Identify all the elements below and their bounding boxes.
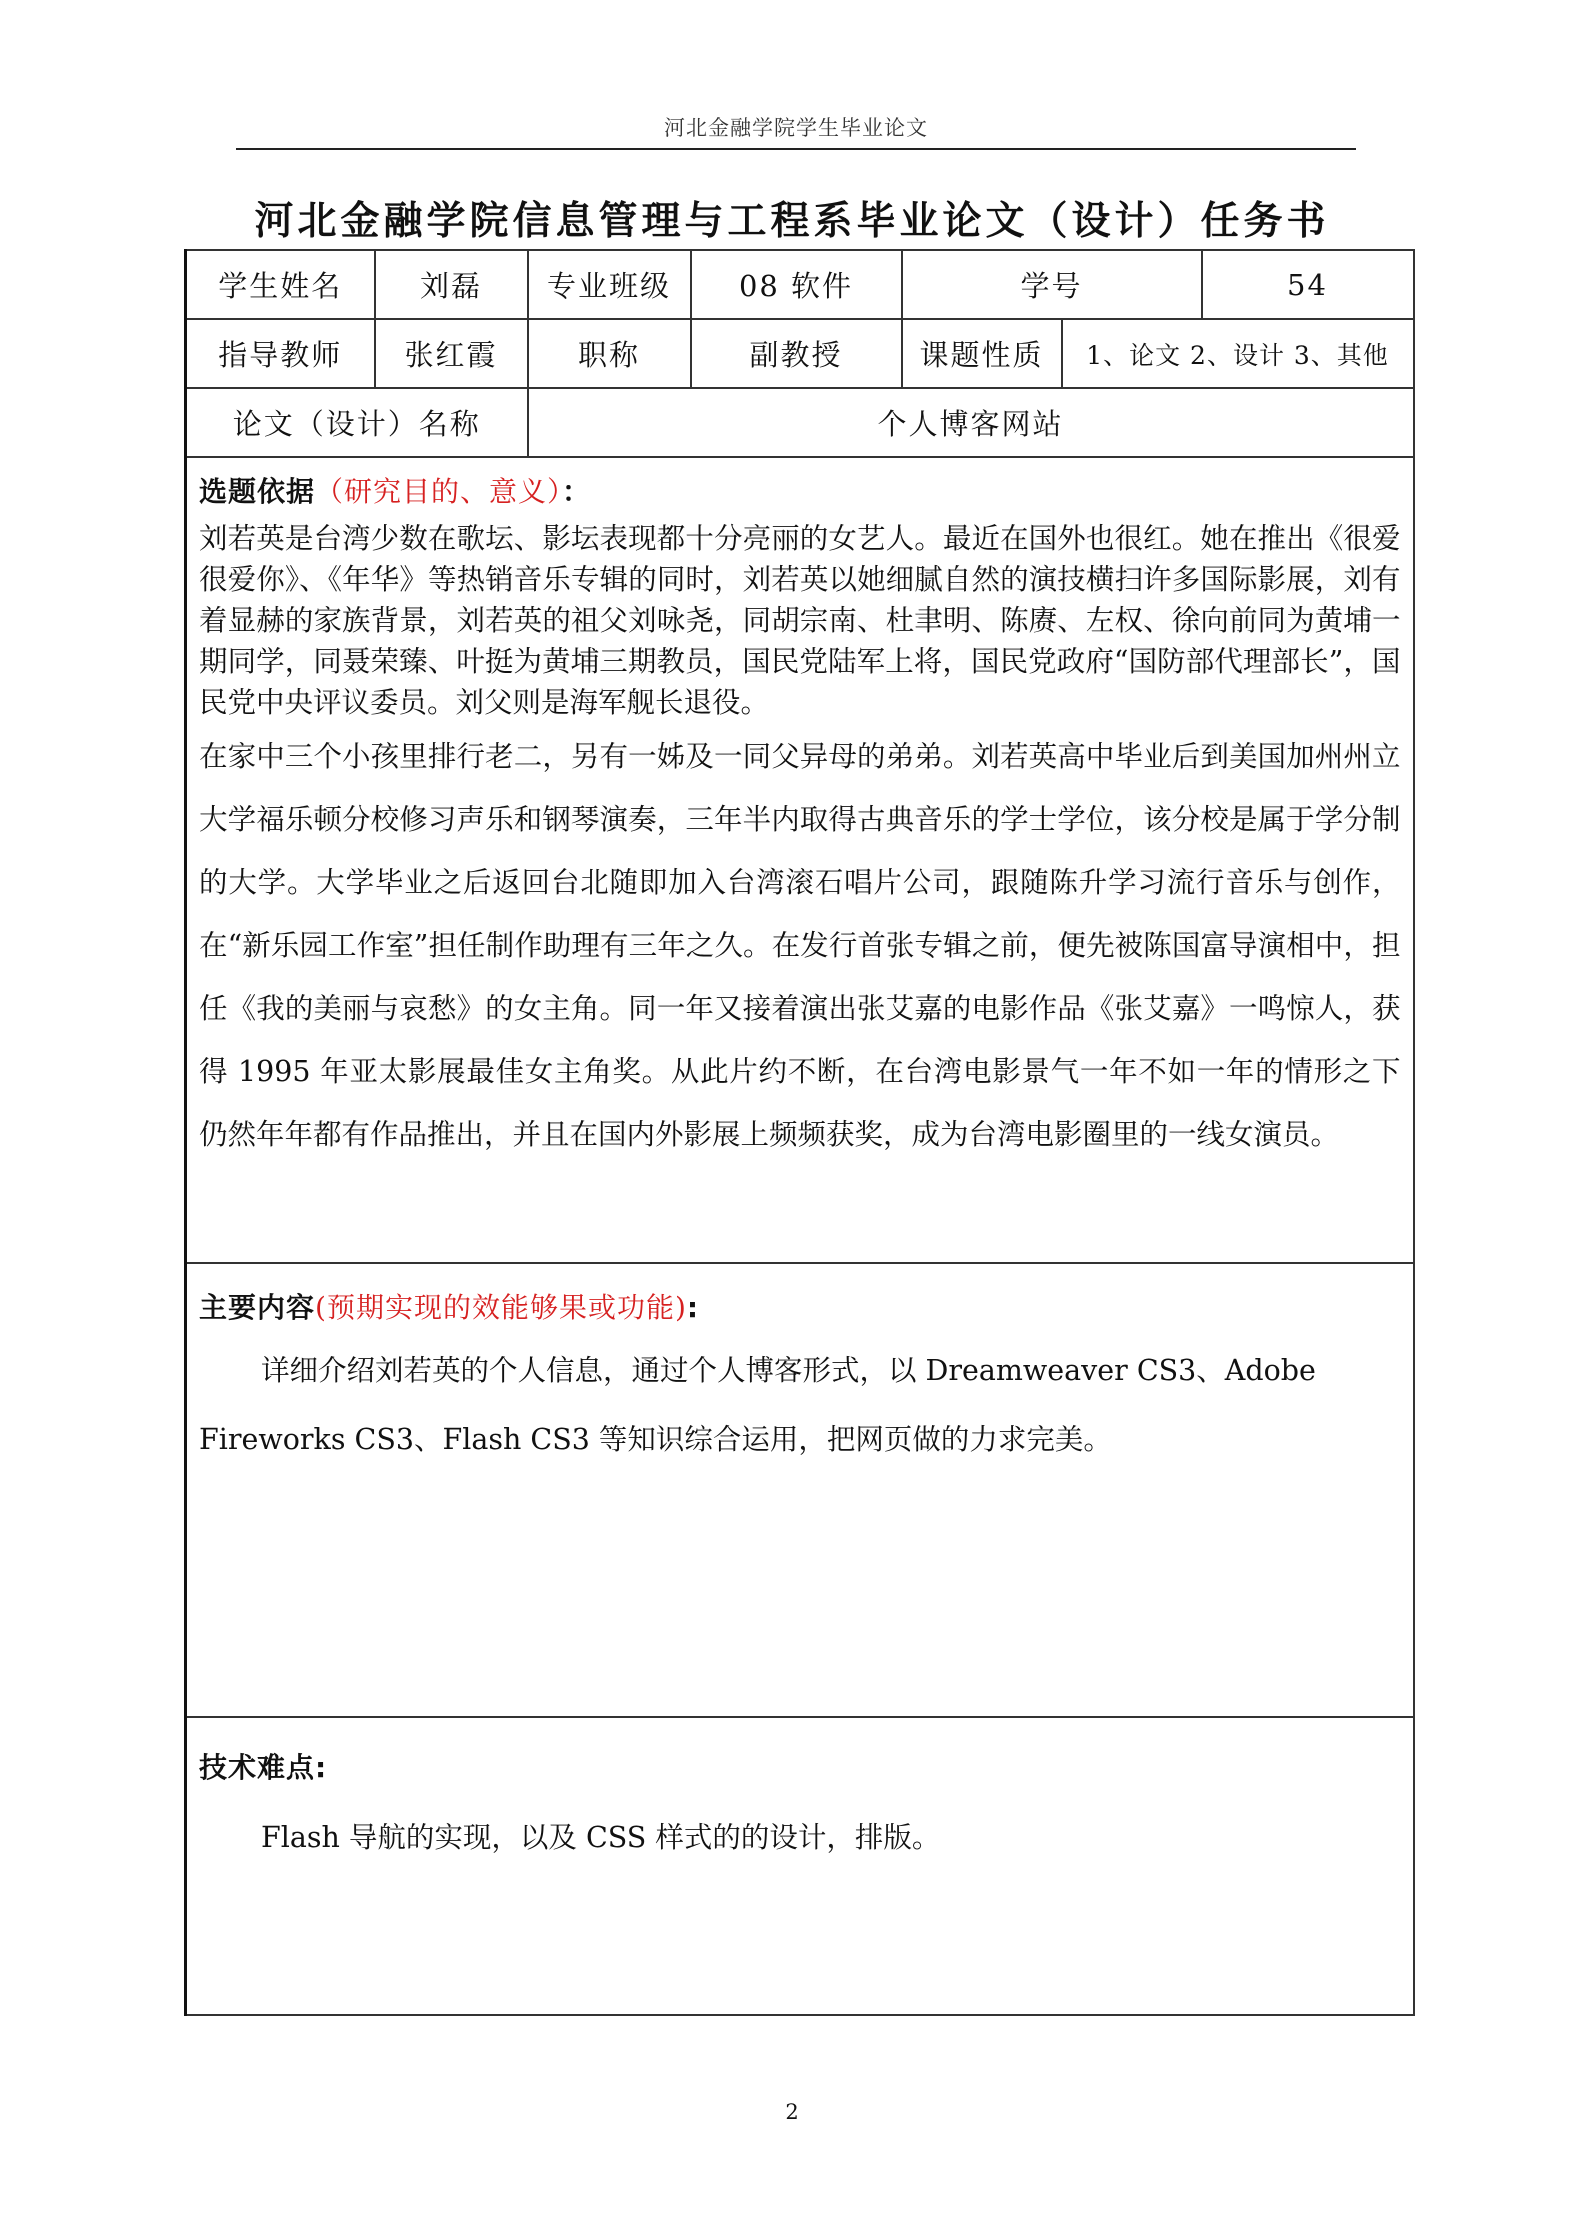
form-row-difficulty xyxy=(186,1717,1414,2015)
difficulty-heading: 技术难点: xyxy=(199,1751,328,1784)
nature-label: 课题性质 xyxy=(903,320,1063,387)
class-label: 专业班级 xyxy=(528,250,691,319)
topic-value: 个人博客网站 xyxy=(528,388,1414,457)
basis-paragraph-2: 在家中三个小孩里排行老二，另有一姊及一同父异母的弟弟。刘若英高中毕业后到美国加州州立大学福乐顿分校修习声乐和钢琴演奏，三年半内取得古典音乐的学士学位，该分校是属于学分制的大学。大学毕业之后返回台北随即加入台湾滚石唱片公司，跟随陈升学习流行音乐与创作，在“新乐园工作室”担任制作助理有三年之久。在发行首张专辑之前，便先被陈国富导演相中，担任《我的美丽与哀愁》的女主角。同一年又接着演出张艾嘉的电影作品《张艾嘉》一鸣惊人，获得 1995 年亚太影展最佳女主角奖。从此片约不断，在台湾电影景气一年不如一年的情形之下仍然年年都有作品推出，并且在国内外影展上频频获奖，成为台湾电影圈里的一线女演员。 xyxy=(199,740,1401,1151)
form-row-content xyxy=(186,1263,1414,1717)
class-value: 08 软件 xyxy=(691,250,902,319)
basis-heading: 选题依据 xyxy=(199,475,316,508)
student-name-label: 学生姓名 xyxy=(186,250,375,319)
rank-value: 副教授 xyxy=(691,319,902,388)
difficulty-paragraph: Flash 导航的实现，以及 CSS 样式的的设计，排版。 xyxy=(261,1821,941,1854)
form-row-student xyxy=(186,250,1414,319)
task-form-table xyxy=(184,249,1415,2016)
nature-value: 1、论文 2、设计 3、其他 xyxy=(1086,340,1389,370)
basis-paragraph-1: 刘若英是台湾少数在歌坛、影坛表现都十分亮丽的女艺人。最近在国外也很红。她在推出《很爱很爱你》、《年华》等热销音乐专辑的同时，刘若英以她细腻自然的演技横扫许多国际影展，刘有着显赫的家族背景，刘若英的祖父刘咏尧，同胡宗南、杜聿明、陈赓、左权、徐向前同为黄埔一期同学，同聂荣臻、叶挺为黄埔三期教员，国民党陆军上将，国民党政府“国防部代理部长”，国民党中央评议委员。刘父则是海军舰长退役。 xyxy=(199,522,1401,719)
basis-heading-note: （研究目的、意义） xyxy=(315,475,563,508)
content-heading-note: (预期实现的效能够果或功能) xyxy=(315,1291,687,1324)
teacher-value: 张红霞 xyxy=(375,319,528,388)
running-header: 河北金融学院学生毕业论文 xyxy=(664,116,928,140)
content-heading-colon: : xyxy=(686,1291,700,1324)
difficulty-section xyxy=(186,1717,1414,2015)
student-id-label: 学号 xyxy=(902,250,1202,319)
student-name-value: 刘磊 xyxy=(375,250,528,319)
header-rule xyxy=(236,148,1356,150)
content-heading: 主要内容 xyxy=(199,1291,316,1324)
student-id-value: 54 xyxy=(1202,250,1414,319)
document-title: 河北金融学院信息管理与工程系毕业论文（设计）任务书 xyxy=(254,199,1330,244)
form-row-topic xyxy=(186,388,1414,457)
form-row-basis xyxy=(186,457,1414,1263)
topic-label: 论文（设计）名称 xyxy=(186,388,528,457)
basis-section xyxy=(186,457,1414,1263)
page-number: 2 xyxy=(785,2100,799,2124)
form-row-teacher xyxy=(186,319,1414,388)
rank-label: 职称 xyxy=(528,319,691,388)
teacher-label: 指导教师 xyxy=(186,319,375,388)
nature-cell xyxy=(902,319,1414,388)
content-paragraph: 详细介绍刘若英的个人信息，通过个人博客形式，以 Dreamweaver CS3、Adobe Fireworks CS3、Flash CS3 等知识综合运用，把网页做的力求完美。 xyxy=(199,1354,1316,1456)
content-section xyxy=(186,1263,1414,1717)
basis-heading-colon: ： xyxy=(562,475,592,508)
